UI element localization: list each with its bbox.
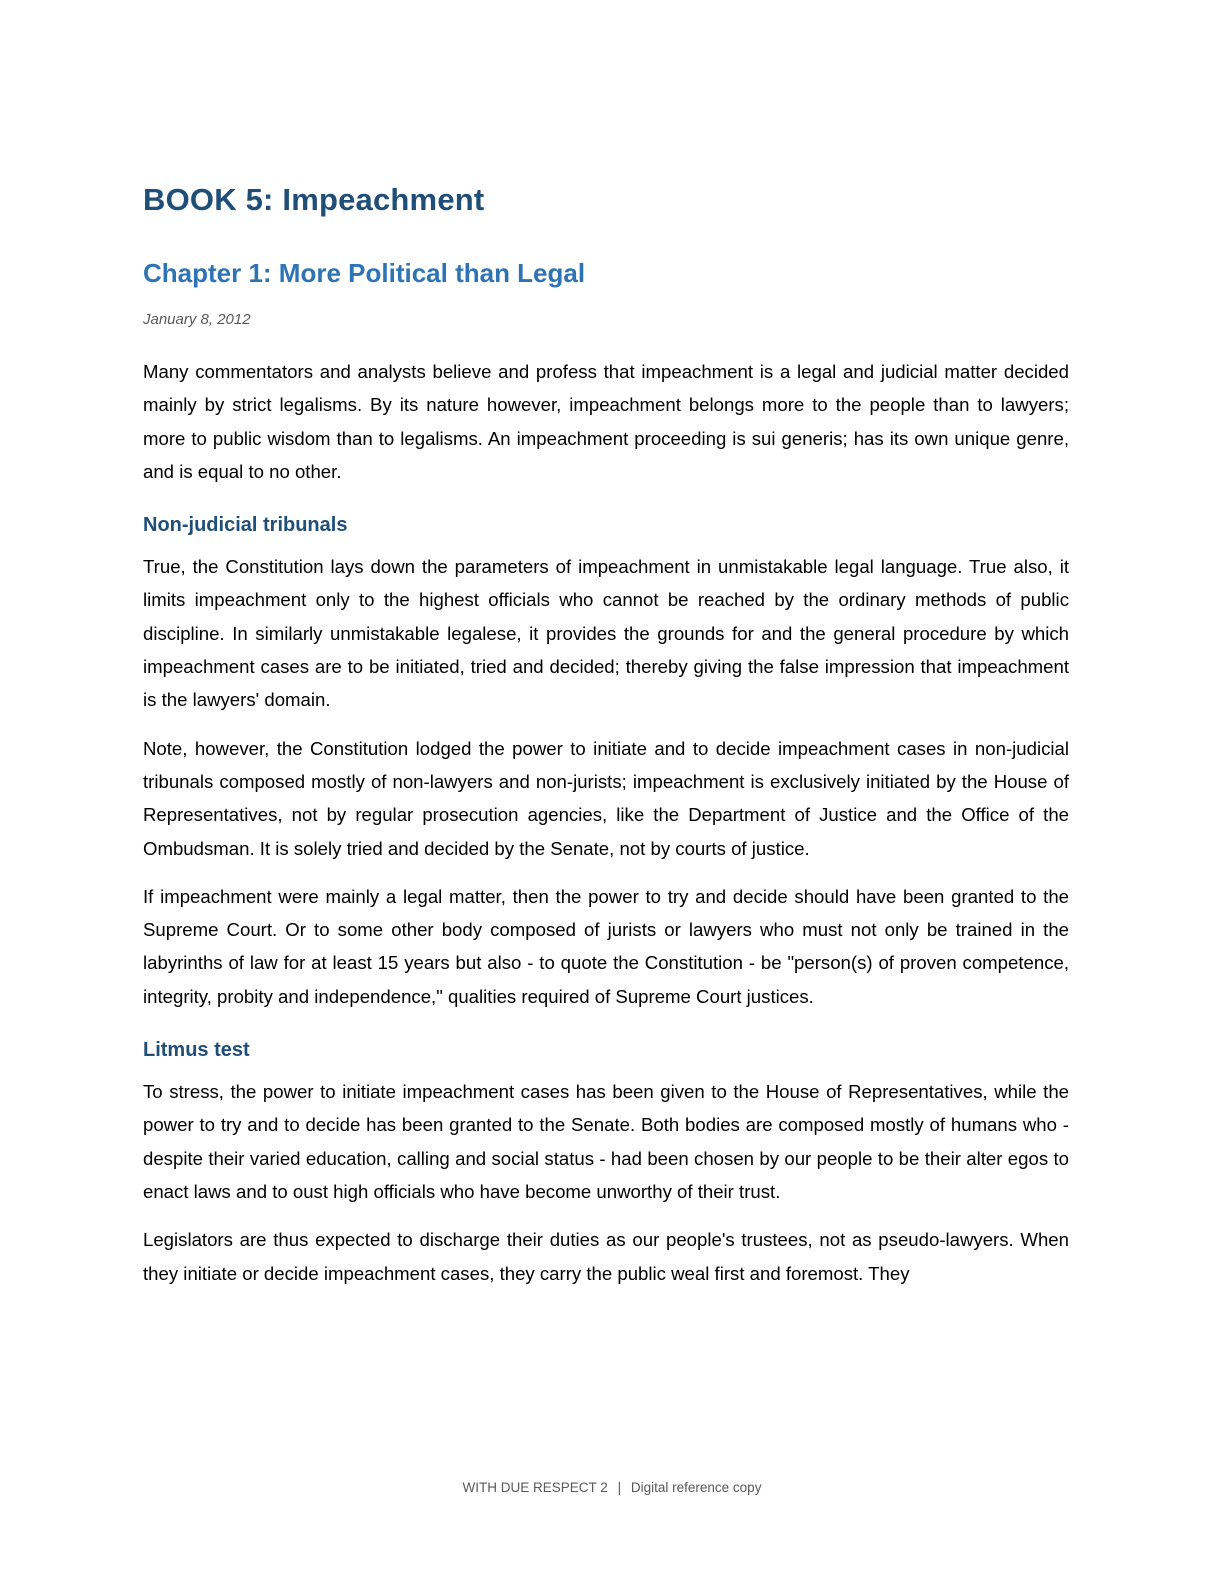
footer-separator: |	[617, 1480, 622, 1495]
footer-copy-note: Digital reference copy	[630, 1480, 762, 1495]
body-paragraph: If impeachment were mainly a legal matter, then the power to try and decide should have been granted to the Supreme Court. Or to some other body composed of jurists or lawyers who must not only be trained in the labyrinths of law for at least 15 years but also - to quote the Constitution - be "person(s) of proven competence, integrity, probity and independence," qualities required of Supreme Court justices.	[143, 885, 1069, 1007]
body-paragraph: True, the Constitution lays down the parameters of impeachment in unmistakable legal language. True also, it limits impeachment only to the highest officials who cannot be reached by the ordinary methods of public discipline. In similarly unmistakable legalese, it provides the grounds for and the general procedure by which impeachment cases are to be initiated, tried and decided; thereby giving the false impression that impeachment is the lawyers' domain.	[143, 556, 1069, 711]
body-paragraph: Legislators are thus expected to discharge their duties as our people's trustees, not as pseudo-lawyers. When they initiate or decide impeachment cases, they carry the public weal first and foremost. They	[143, 1229, 1069, 1284]
intro-paragraph: Many commentators and analysts believe and profess that impeachment is a legal and judicial matter decided mainly by strict legalisms. By its nature however, impeachment belongs more to the people than to lawyers; more to public wisdom than to legalisms. An impeachment proceeding is sui generis; has its own unique genre, and is equal to no other.	[143, 361, 1069, 482]
date-line: January 8, 2012	[143, 311, 251, 328]
body-paragraph: Note, however, the Constitution lodged the power to initiate and to decide impeachment cases in non-judicial tribunals composed mostly of non-lawyers and non-jurists; impeachment is exclusively initiated by the House of Representatives, not by regular prosecution agencies, like the Department of Justice and the Office of the Ombudsman. It is solely tried and decided by the Senate, not by courts of justice.	[143, 737, 1069, 859]
book-title: BOOK 5: Impeachment	[143, 182, 485, 217]
page-content	[143, 178, 1069, 1290]
chapter-title: Chapter 1: More Political than Legal	[143, 258, 586, 288]
section-heading-litmus-test: Litmus test	[143, 1039, 250, 1062]
page-footer	[0, 1478, 1224, 1498]
footer-book-title: WITH DUE RESPECT 2	[462, 1480, 608, 1495]
section-heading-non-judicial-tribunals: Non-judicial tribunals	[143, 514, 348, 537]
body-paragraph: To stress, the power to initiate impeachment cases has been given to the House of Representatives, while the power to try and to decide has been granted to the Senate. Both bodies are composed mostly of humans who - despite their varied education, calling and social status - had been chosen by our people to be their alter egos to enact laws and to oust high officials who have become unworthy of their trust.	[143, 1081, 1069, 1202]
